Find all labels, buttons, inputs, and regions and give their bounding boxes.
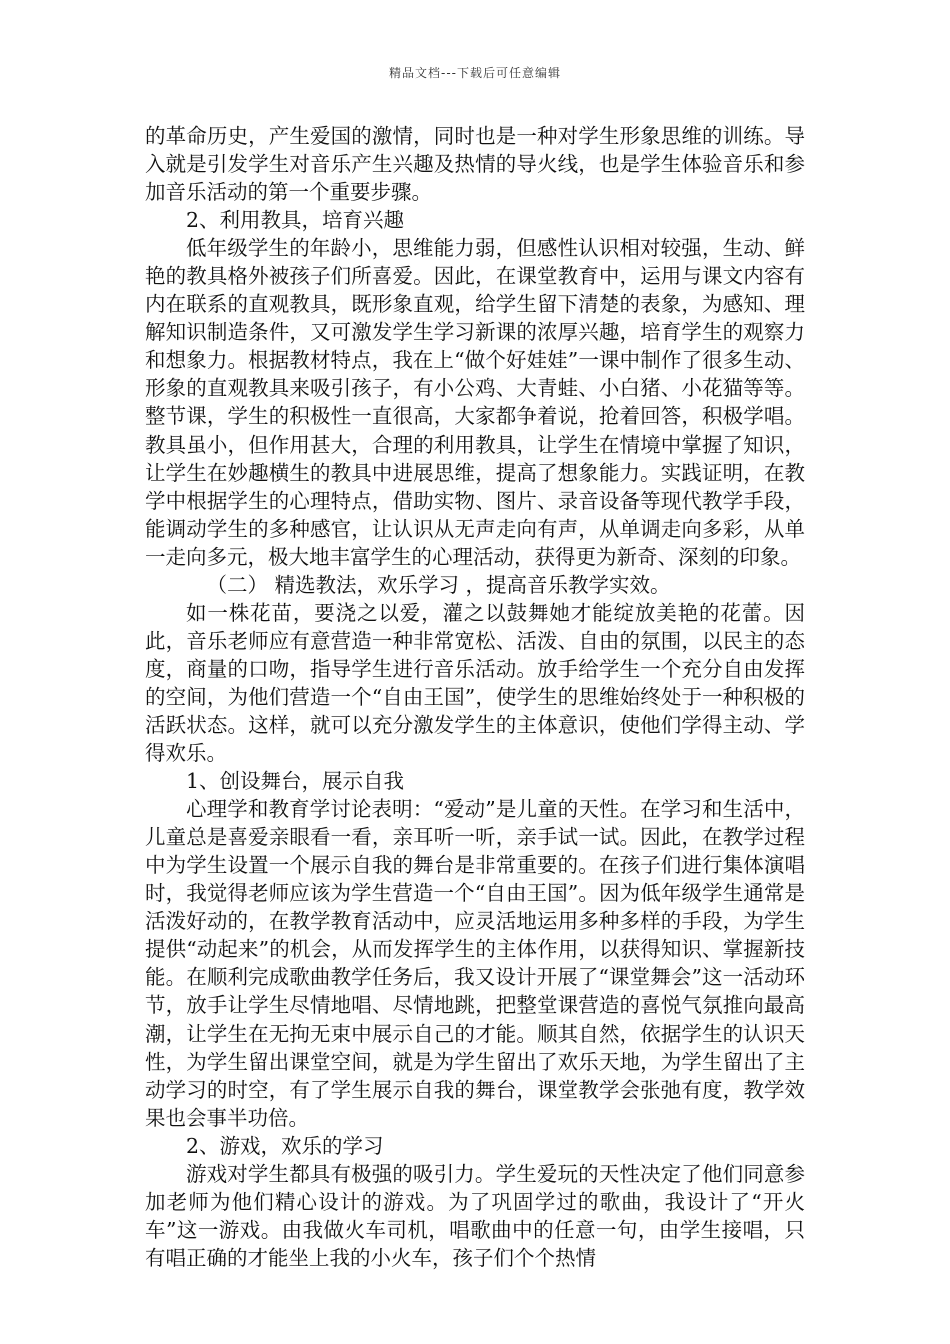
paragraph: 低年级学生的年龄小，思维能力弱，但感性认识相对较强，生动、鲜艳的教具格外被孩子们所喜爱。因此，在课堂教育中，运用与课文内容有内在联系的直观教具，既形象直观，给学生留下清楚的表象，为感知、理解知识制造条件，又可激发学生学习新课的浓厚兴趣，培育学生的观察力和想象力。根据教材特点，我在上“做个好娃娃”一课中制作了很多生动、形象的直观教具来吸引孩子，有小公鸡、大青蛙、小白猪、小花猫等等。整节课，学生的积极性一直很高，大家都争着说，抢着回答，积极学唱。教具虽小，但作用甚大，合理的利用教具，让学生在情境中掌握了知识，让学生在妙趣横生的教具中进展思维，提高了想象能力。实践证明，在教学中根据学生的心理特点，借助实物、图片、录音设备等现代教学手段，能调动学生的多种感官，让认识从无声走向有声，从单调走向多彩，从单一走向多元，极大地丰富学生的心理活动，获得更为新奇、深刻的印象。 xyxy=(145,236,805,569)
paragraph: 的革命历史，产生爱国的激情，同时也是一种对学生形象思维的训练。导入就是引发学生对音乐产生兴趣及热情的导火线，也是学生体验音乐和参加音乐活动的第一个重要步骤。 xyxy=(145,124,805,205)
page-header: 精品文档---下载后可任意编辑 xyxy=(389,66,561,80)
section-heading: （二） 精选教法，欢乐学习 ，提高音乐教学实效。 xyxy=(206,572,671,597)
paragraph: 游戏对学生都具有极强的吸引力。学生爱玩的天性决定了他们同意参加老师为他们精心设计的游戏。为了巩固学过的歌曲，我设计了“开火车”这一游戏。由我做火车司机，唱歌曲中的任意一句，由学生接唱，只有唱正确的才能坐上我的小火车，孩子们个个热情 xyxy=(145,1161,805,1270)
paragraph: 心理学和教育学讨论表明：“爱动”是儿童的天性。在学习和生活中，儿童总是喜爱亲眼看一看，亲耳听一听，亲手试一试。因此，在教学过程中为学生设置一个展示自我的舞台是非常重要的。在孩子们进行集体演唱时，我觉得老师应该为学生营造一个“自由王国”。因为低年级学生通常是活泼好动的，在教学教育活动中，应灵活地运用多种多样的手段，为学生提供“动起来”的机会，从而发挥学生的主体作用，以获得知识、掌握新技能。在顺利完成歌曲教学任务后，我又设计开展了“课堂舞会”这一活动环节，放手让学生尽情地唱、尽情地跳，把整堂课营造的喜悦气氛推向最高潮，让学生在无拘无束中展示自己的才能。顺其自然，依据学生的认识天性，为学生留出课堂空间，就是为学生留出了欢乐天地，为学生留出了主动学习的时空，有了学生展示自我的舞台，课堂教学会张弛有度，教学效果也会事半功倍。 xyxy=(145,797,805,1130)
document-body xyxy=(145,122,805,1272)
section-heading: 1、创设舞台，展示自我 xyxy=(186,769,405,794)
paragraph: 如一株花苗，要浇之以爱，灌之以鼓舞她才能绽放美艳的花蕾。因此，音乐老师应有意营造一种非常宽松、活泼、自由的氛围，以民主的态度，商量的口吻，指导学生进行音乐活动。放手给学生一个充分自由发挥的空间，为他们营造一个“自由王国”，使学生的思维始终处于一种积极的活跃状态。这样，就可以充分激发学生的主体意识，使他们学得主动、学得欢乐。 xyxy=(145,600,805,766)
section-heading: 2、游戏，欢乐的学习 xyxy=(186,1133,384,1158)
section-heading: 2、利用教具，培育兴趣 xyxy=(186,208,405,233)
